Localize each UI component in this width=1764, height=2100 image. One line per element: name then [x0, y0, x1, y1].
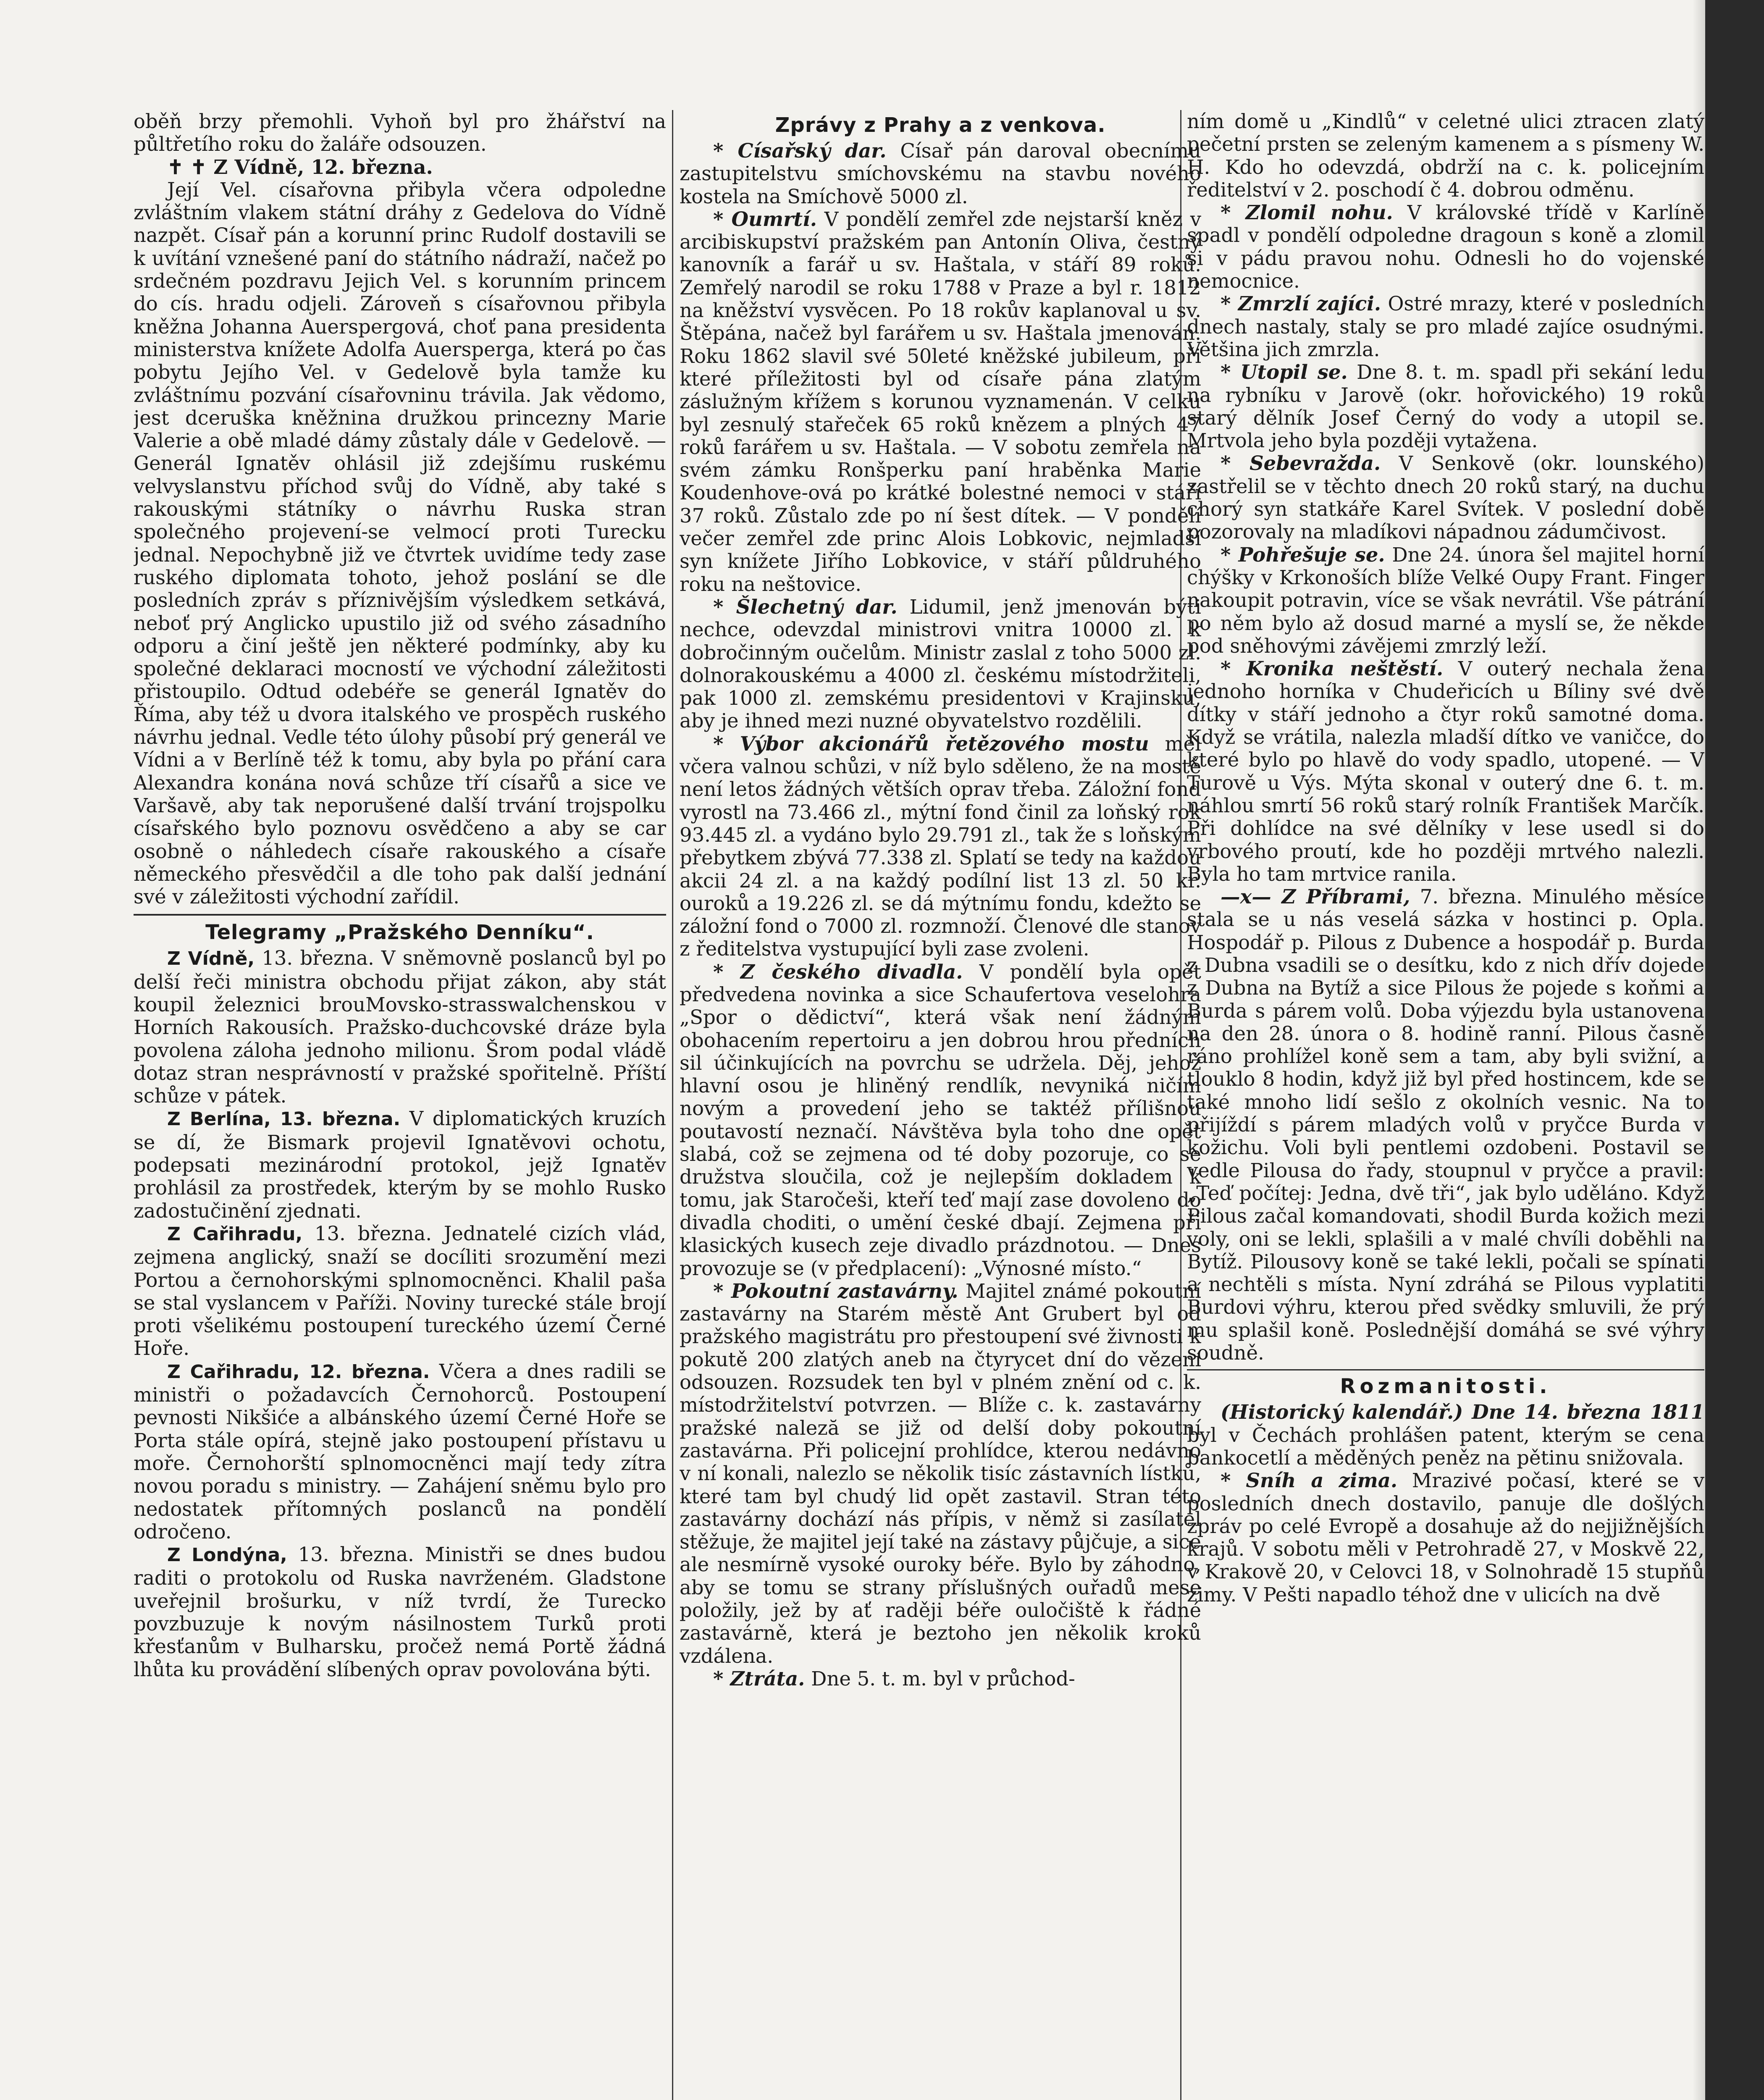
column-middle [680, 110, 1201, 2100]
telegram-item: Z Cařihradu, 12. března. Včera a dnes radili se ministři o požadavcích Černohorců. Postoupení pevnosti Nikšiće a albánského území Černé Hoře se Porta stále opírá, stejně jako postoupení přístavu u moře. Černohorští splnomocněnci mají tedy zítra novou poradu s ministry. — Zahájení sněmu bylo pro nedostatek přítomných poslanců na pondělí odročeno. [134, 1360, 666, 1543]
section-divider [1187, 1369, 1704, 1370]
column-divider [672, 110, 673, 2100]
news-section-title: Zprávy z Prahy a z venkova. [775, 113, 1106, 137]
section-divider [134, 914, 666, 916]
news-item: * Z českého divadla. V pondělí byla opět předvedena novinka a sice Schaufertova veselohra „Spor o dědictví“, která však není žádným obohacením repertoiru a jen dobrou hrou předních sil účinkujících na povrchu se udržela. Děj, jehož hlavní osou je hliněný rendlík, nevyniká ničím novým a provedení jeho se taktéž přílišnou poutavostí neznačí. Návštěva byla toho dne opět slabá, což se zejmena od té doby pozoruje, co se družstva sloučila, což je nejlepším dokladem k tomu, jak Staročeši, kteří teď mají zase dovoleno do divadla choditi, o umění české dbají. Zejmena při klasických kusech zeje divadlo prázdnotou. — Dnes provozuje se (v předplacení): „Výnosné místo.“ [680, 960, 1201, 1280]
vienna-dateline: ✝ ✝ Z Vídně, 12. března. [167, 155, 433, 178]
news-item: * Oumrtí. V pondělí zemřel zde nejstarší kněz v arcibiskupství pražském pan Antonín Oliva, čestný kanovník a farář u sv. Haštala, v stáří 89 roků. Zemřelý narodil se roku 1788 v Praze a byl r. 1812 na kněžství vysvěcen. Po 18 rokův kaplanoval u sv. Štěpána, načež byl farářem u sv. Haštala jmenován. Roku 1862 slavil své 50leté kněžské jubileum, při které příležitosti byl od císaře pána zlatým záslužným křížem s korunou vyznamenán. V celku byl zesnulý stařeček 65 roků knězem a plných 47 roků farářem u sv. Haštala. — V sobotu zemřela na svém zámku Ronšperku paní hraběnka Marie Koudenhove-ová po krátké bolestné nemoci v stáří 37 roků. Zůstalo zde po ní šest dítek. — V pondělí večer zemřel zde princ Alois Lobkovic, nejmladší syn knížete Jiřího Lobkovice, v stáří půldruhého roku na neštovice. [680, 207, 1201, 596]
telegram-item: Z Londýna, 13. března. Ministři se dnes budou raditi o protokolu od Ruska navrženém. Gladstone uveřejnil brošurku, v níž tvrdí, že Turecko povzbuzuje k novým násilnostem Turků proti křesťanům v Bulharsku, pročež nemá Portě žádná lhůta ku provádění slíbených oprav povolována býti. [134, 1543, 666, 1681]
vienna-report: Její Vel. císařovna přibyla včera odpoledne zvláštním vlakem státní dráhy z Gedelova do Vídně nazpět. Císař pán a korunní princ Rudolf dostavili se k uvítání vznešené paní do státního nádraží, načež po srdečném pozdravu Jejich Vel. s korunním princem do cís. hradu odjeli. Zároveň s císařovnou přibyla kněžna Johanna Auerspergová, choť pana presidenta ministerstva knížete Adolfa Auersperga, která po čas pobytu Jejího Vel. v Gedelově byla tamže ku zvláštnímu pozvání císařovninu trávila. Jak vědomo, jest dceruška kněžnina družkou princezny Marie Valerie a obě mladé dámy zůstaly dále v Gedelově. — Generál Ignatěv ohlásil již zdejšímu ruskému velvyslanstvu příchod svůj do Vídně, aby také s rakouskými státníky o návrhu Ruska stran společného projevení-se velmocí proti Turecku jednal. Nepochybně již ve čtvrtek uvidíme tedy zase ruského diplomata tohoto, jehož poslání se dle posledních zpráv s příznivějším výsledkem setkává, neboť prý Anglicko upustilo již od svého zásadního odporu a činí ještě jen některé podmínky, aby ku společné deklaraci mocností ve východní záležitosti přistoupilo. Odtud odebéře se generál Ignatěv do Říma, aby též u dvora italského ve prospěch ruského návrhu jednal. Vedle této úlohy působí prý generál ve Vídni a v Berlíně též k tomu, aby byla po přání cara Alexandra konána nová schůze tří císařů a sice ve Varšavě, aby tak neporušené další trvání trojspolku císařského bylo poznovu osvědčeno a aby se car osobně o náhledech císaře rakouského a císaře německého přesvědčil a dle toho pak další jednání své v záležitosti východní zařídil. [134, 178, 666, 908]
column-right [1187, 110, 1704, 2100]
news-item-continuation: ním domě u „Kindlů“ v celetné ulici ztracen zlatý pečetní prsten se zeleným kamenem a s písmeny W. H. Kdo ho odevzdá, obdrží na c. k. policejním ředitelství v 2. poschodí č 4. dobrou odměnu. [1187, 110, 1704, 201]
news-item: * Pokoutní zastavárny. Majitel známé pokoutní zastavárny na Starém městě Ant Grubert byl od pražského magistrátu pro přestoupení své živnosti k pokutě 200 zlatých aneb na čtyrycet dní do vězení odsouzen. Rozsudek ten byl v plném znění od c. k. místodržitelství potvrzen. — Blíže c. k. zastavárny pražské naleză se již od delší doby pokoutní zastavárna. Při policejní prohlídce, kterou nedávno v ní konali, nalezlo se několik tisíc zástavních lístků, které tam byl chudý lid opět zastavil. Stran této zastavárny dochází nás přípis, v němž si zasílatel stěžuje, že majitel její také na zástavy půjčuje, a sice ale nesmírně vysoké ouroky béře. Bylo by záhodno, aby se tomu se strany příslušných ouřadů mese položily, jež by ať raději béře ouločiště k řádné zastavárně, která je beztoho jen několik kroků vzdálena. [680, 1279, 1201, 1667]
news-item: * Zlomil nohu. V královské třídě v Karlíně spadl v pondělí odpoledne dragoun s koně a zlomil si v pádu pravou nohu. Odnesli ho do vojenské nemocnice. [1187, 201, 1704, 293]
news-item: * Kronika neštěstí. V outerý nechala žena jednoho horníka v Chudeřicích u Bíliny své dvě dítky v stáří jednoho a čtyr roků samotné doma. Když se vrátila, nalezla mladší dítko ve vaničce, do které bylo po hlavě do vody spadlo, utopené. — V Turově u Výs. Mýta skonal v outerý dne 6. t. m. náhlou smrtí 56 roků starý rolník František Marčík. Při dohlídce na své dělníky v lese usedl si do vrbového proutí, kde ho později mrtvého nalezli. Byla ho tam mrtvice ranila. [1187, 657, 1704, 885]
history-item: (Historický kalendář.) Dne 14. března 1811 byl v Čechách prohlášen patent, kterým se cena bankocetlí a měděných peněz na pětinu snižovala. [1187, 1400, 1704, 1469]
news-item: * Výbor akcionářů řetězového mostu měl včera valnou schůzi, v níž bylo sděleno, že na mostě není letos žádných větších oprav třeba. Záložní fond vyrostl na 73.466 zl., mýtní fond činil za loňský rok 93.445 zl. a vydáno bylo 29.791 zl., tak že s loňským přebytkem zbývá 77.338 zl. Splatí se tedy na každou akcii 24 zl. a na každý podílní list 13 zl. 50 kr. ouroků a 19.226 zl. se dá mýtnímu fondu, kdežto se záložní fond o 7000 zl. rozmnoží. Členové dle stanov z ředitelstva vystupující byli zase zvoleni. [680, 732, 1201, 961]
news-item: * Sníh a zima. Mrazivé počasí, které se v posledních dnech dostavilo, panuje dle došlých zpráv po celé Evropě a dosahuje až do nejjižnějších krajů. V sobotu měli v Petrohradě 27, v Moskvě 22, v Krakově 20, v Celovci 18, v Solnohradě 15 stupňů zimy. V Pešti napadlo téhož dne v ulicích na dvě [1187, 1469, 1704, 1606]
telegrams-title: Telegramy „Pražského Denníku“. [205, 921, 594, 945]
news-item: * Císařský dar. Císař pán daroval obecnímu zastupitelstvu smíchovskému na stavbu nového kostela na Smíchově 5000 zl. [680, 139, 1201, 208]
news-item: * Sebevražda. V Senkově (okr. lounského) zastřelil se v těchto dnech 20 roků starý, na duchu chorý syn statkáře Karel Svítek. V poslední době pozorovaly na mladíkovi nápadnou zádumčivost. [1187, 452, 1704, 543]
scan-border [1705, 0, 1764, 2100]
miscellany-title: Rozmanitosti. [1340, 1375, 1551, 1399]
column-left [134, 110, 666, 2100]
news-item: —x— Z Příbrami, 7. března. Minulého měsíce stala se u nás veselá sázka v hostinci p. Opla. Hospodář p. Pilous z Dubence a hospodář p. Burda z Dubna vsadili se o desítku, kdo z nich dřív dojede z Dubna na Bytíž a sice Pilous že pojede s koňmi a Burda s párem volů. Doba výjezdu byla ustanovena na den 28. února o 8. hodině ranní. Pilous časně ráno prohlížel koně sem a tam, aby byli svižní, a tlouklo 8 hodin, když již byl před hostincem, kde se také mnoho lidí sešlo z okolních vesnic. Na to přijíždí s párem mladých volů v pryčce Burda v kožichu. Voli byli pentlemi ozdobeni. Postavil se vedle Pilousa do řady, stoupnul v pryčce a pravil: „Teď počítej: Jedna, dvě tři“, jak bylo uděláno. Když Pilous začal komandovati, shodil Burda kožich mezi voly, oni se lekli, splašili a v malé chvíli doběhli na Bytíž. Pilousovy koně se také lekli, počali se spínati a nechtěli s místa. Nyní zdráhá se Pilous vyplatiti Burdovi výhru, kterou před svědky smluvili, že prý mu splašil koně. Poslednější domáhá se své výhry soudně. [1187, 885, 1704, 1365]
telegram-item: Z Cařihradu, 13. března. Jednatelé cizích vlád, zejmena anglický, snaží se docíliti srozumění mezi Portou a černohorskými splnomocněnci. Khalil paša se stal vyslancem v Paříži. Noviny turecké stále brojí proti všelikému postoupení tureckého území Černé Hoře. [134, 1222, 666, 1360]
news-item: * Zmrzlí zajíci. Ostré mrazy, které v posledních dnech nastaly, staly se pro mladé zajíce osudnými. Většina jich zmrzla. [1187, 292, 1704, 361]
news-item: * Šlechetný dar. Lidumil, jenž jmenován býti nechce, odevzdal ministrovi vnitra 10000 zl. k dobročinným oučelům. Ministr zaslal z toho 5000 zl. dolnorakouskému a 4000 zl. českému místodržiteli, pak 1000 zl. zemskému presidentovi v Krajinsku, aby je ihned mezi nuzné obyvatelstvo rozdělili. [680, 595, 1201, 732]
news-item: * Utopil se. Dne 8. t. m. spadl při sekání ledu na rybníku v Jarově (okr. hořovického) 19 roků starý dělník Josef Černý do vody a utopil se. Mrtvola jeho byla později vytažena. [1187, 360, 1704, 452]
telegram-item: Z Berlína, 13. března. V diplomatických kruzích se dí, že Bismark projevil Ignatěvovi ochotu, podepsati mezinárodní protokol, jejž Ignatěv prohlásil za prostředek, kterým by se mohlo Rusko zadostučinění zjednati. [134, 1107, 666, 1222]
news-item: * Pohřešuje se. Dne 24. února šel majitel horní chýšky v Krkonoších blíže Velké Oupy Frant. Finger nakoupit potravin, více se však nevrátil. Vše pátrání po něm bylo až dosud marné a myslí se, že někde pod sněhovými závějemi zmrzlý leží. [1187, 543, 1704, 657]
article-continuation: oběň brzy přemohli. Vyhoň byl pro žhářství na půltřetího roku do žaláře odsouzen. [134, 110, 666, 156]
telegram-item: Z Vídně, 13. března. V sněmovně poslanců byl po delší řeči ministra obchodu přijat zákon, aby stát koupil železnici brouMovsko-strasswalchenskou v Horních Rakousích. Pražsko-duchcovské dráze byla povolena záloha jednoho milionu. Šrom podal vládě dotaz stran nesprávností v pražské spořitelně. Příští schůze v pátek. [134, 947, 666, 1108]
news-item: * Ztráta. Dne 5. t. m. byl v průchod- [713, 1667, 1075, 1690]
